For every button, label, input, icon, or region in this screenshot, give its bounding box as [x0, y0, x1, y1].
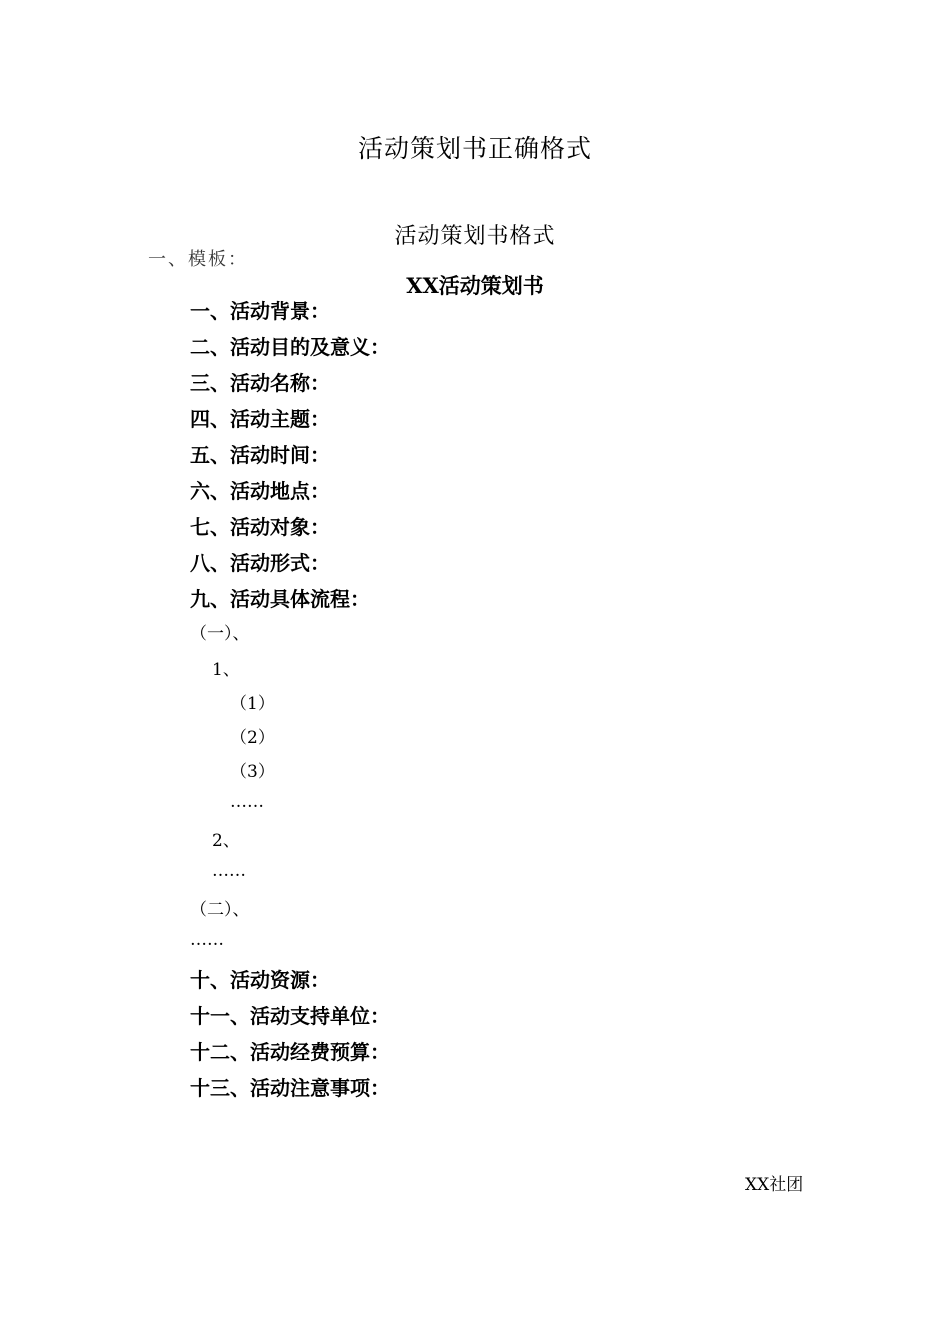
sub-title: 活动策划书格式 — [394, 224, 556, 249]
signature: XX社团 — [745, 1175, 804, 1195]
flow-item-2: 2、 — [212, 831, 240, 851]
flow-sub-item-2: （2） — [230, 728, 275, 748]
flow-sub-item-1: （1） — [230, 694, 275, 714]
flow-part-2: （二）、 — [190, 900, 250, 920]
section-heading-time: 五、活动时间： — [190, 443, 330, 467]
flow-sub-ellipsis: …… — [230, 792, 264, 812]
flow-item-1: 1、 — [212, 660, 240, 680]
flow-sub-item-3: （3） — [230, 762, 275, 782]
main-title: 活动策划书正确格式 — [357, 134, 592, 163]
flow-item-ellipsis: …… — [212, 861, 246, 881]
document-title: XX活动策划书 — [406, 273, 544, 298]
section-heading-name: 三、活动名称： — [190, 371, 330, 395]
section-heading-audience: 七、活动对象： — [190, 515, 330, 539]
section-heading-budget: 十二、活动经费预算： — [190, 1040, 390, 1064]
flow-part-ellipsis: …… — [190, 930, 224, 950]
section-heading-process: 九、活动具体流程： — [190, 587, 370, 611]
template-label: 一、模板： — [148, 249, 248, 270]
section-heading-background: 一、活动背景： — [190, 299, 330, 323]
section-heading-notes: 十三、活动注意事项： — [190, 1076, 390, 1100]
section-heading-theme: 四、活动主题： — [190, 407, 330, 431]
section-heading-format: 八、活动形式： — [190, 551, 330, 575]
section-heading-resources: 十、活动资源： — [190, 968, 330, 992]
section-heading-purpose: 二、活动目的及意义： — [190, 335, 390, 359]
section-heading-sponsors: 十一、活动支持单位： — [190, 1004, 390, 1028]
flow-part-1: （一）、 — [190, 624, 250, 644]
section-heading-location: 六、活动地点： — [190, 479, 330, 503]
